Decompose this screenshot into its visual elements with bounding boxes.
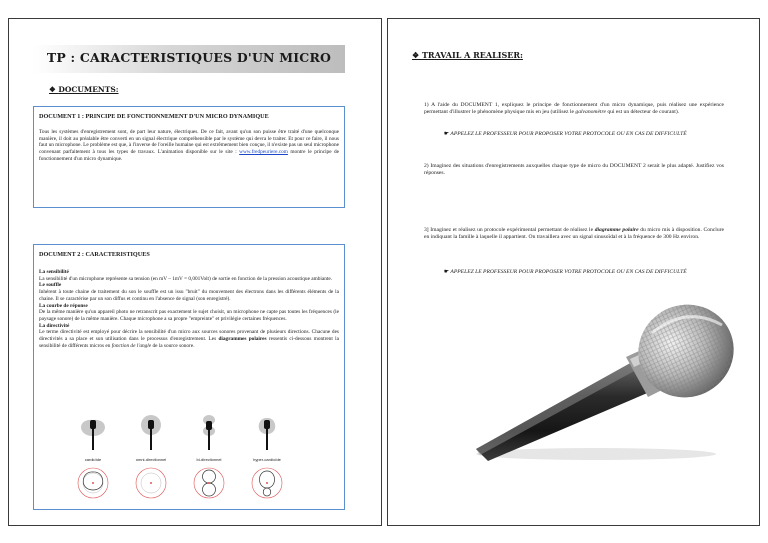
directivite-text — [39, 329, 339, 349]
hand-pointer-icon: ☛ — [444, 269, 451, 275]
souffle-title: Le souffle — [39, 282, 62, 289]
document-1-text-end: montre le principe de fonctionnement d'un micro dynamique. — [39, 149, 340, 162]
hand-pointer-icon: ☛ — [444, 131, 451, 137]
cardioid-polar-diagram — [73, 466, 113, 500]
omni-polar-diagram — [131, 466, 171, 500]
question-1-text-end: qui est un détecteur de courant). — [607, 108, 680, 115]
directivite-bold: diagrammes polaires — [218, 336, 267, 343]
documents-heading-text: DOCUMENTS: — [58, 85, 119, 94]
pattern-label-cardioid: cardioïde — [84, 457, 102, 462]
directivite-italic: fonction de l'angle — [111, 342, 152, 349]
travail-heading — [412, 50, 523, 60]
diamond-icon: ❖ — [412, 50, 422, 60]
document-2-body — [39, 269, 339, 349]
question-1-text: 1) A l'aide du DOCUMENT 1, expliquez le principe de fonctionnement d'un micro dynamique, puis réalisez une expérience permettant d'illustrer le phénomène physique mis en jeu (utilisez le — [424, 102, 724, 115]
question-1 — [424, 102, 724, 116]
question-1-italic: galvanomètre — [575, 108, 606, 115]
question-3-text: 3] Imaginez et réalisez un protocole expérimental permettant de réalisez le — [424, 227, 594, 233]
polar-patterns-figure — [71, 414, 291, 504]
pattern-label-bidirectional: bi-directionnel — [196, 457, 222, 462]
diamond-icon: ❖ — [49, 85, 59, 94]
question-3-text-end: du micro mis à disposition. Conclure en indiquant la famille à laquelle il appartient. On travaillera avec un signal sinusoïdal et à la fréquence de 300 Hz environ. — [424, 227, 724, 240]
hypercardioid-mic-icon — [247, 414, 287, 454]
omni-mic-icon — [131, 414, 171, 454]
pattern-label-hypercardioid: hyper-cardioïde — [253, 457, 281, 462]
microphone-photo — [466, 299, 736, 464]
souffle-text: Inhérent à toute chaine de traitement du son le souffle est un issu "bruit" du mouvement des électrons dans les différents éléments de la chaine. Il se caractérise par un son diffus et continu en l'absence de signal (son enregistré). — [39, 289, 339, 302]
page-left — [8, 18, 382, 526]
sensibilite-text: La sensibilité d'un microphone représente sa tension (en mV – 1mV = 0,001Volt) de sortie en fonction de la pression acoustique ambiante. — [39, 275, 332, 282]
courbe-title: La courbe de réponse — [39, 302, 88, 309]
documents-heading — [49, 85, 119, 94]
page-title: TP : CARACTERISTIQUES D'UN MICRO — [46, 50, 332, 65]
question-2: 2) Imaginez des situations d'enregistrements auxquelles chaque type de micro du DOCUMENT 2 serait le plus adapté. Justifiez vos réponses. — [424, 163, 724, 176]
directivite-text-2: ressentis ci-dessous montrent la sensibilité de différents micros en — [39, 336, 339, 349]
cardioid-mic-icon — [73, 414, 113, 454]
directivite-title: La directivité — [39, 322, 70, 329]
professor-note-2-text: APPELEZ LE PROFESSEUR POUR PROPOSER VOTRE PROTOCOLE OU EN CAS DE DIFFICULTÉ — [450, 269, 687, 275]
professor-note-1 — [444, 131, 716, 138]
document-2-title: DOCUMENT 2 : CARACTERISTIQUES — [39, 251, 150, 258]
travail-heading-text: TRAVAIL A REALISER: — [421, 50, 523, 60]
question-3-bold: diagramme polaire — [594, 227, 639, 233]
pattern-label-omni: omni-directionnel — [135, 457, 167, 462]
document-1-text: Tous les systèmes d'enregistrement sont, de part leur nature, électriques. De ce fait, avant qu'un son puisse être traité d'une quelconque manière, il doit au préalable être converti en un signal électrique compréhensible par le système qui devra le traiter. Et pour ce faire, il nous faut un microphone. Le problème est que, à l'inverse de l'oreille humaine qui est extrêmement bien conçue, il n'existe pas un seul microphone convenant parfaitement à tous les types de travaux. L'animation disponible sur le site : — [39, 129, 339, 156]
document-1-title: DOCUMENT 1 : PRINCIPE DE FONCTIONNEMENT D'UN MICRO DYNAMIQUE — [39, 113, 269, 120]
courbe-text: De la même manière qu'un appareil photo ne retranscrit pas exactement le sujet choisit, un microphone ne capte pas toutes les fréquences (le paysage sonore) de la même manière. Chaque microphone a sa propre "empreinte" et privilégie certaines fréquences. — [39, 309, 339, 322]
document-1-box — [33, 106, 345, 208]
directivite-text-1: Le terme directivité est employé pour décrire la sensibilité d'un micro aux sources sonores provenant de plusieurs directions. Chacune des directivités a sa place et son utilisation dans le processus d'enregistrement. Les — [39, 329, 339, 343]
professor-note-1-text: APPELEZ LE PROFESSEUR POUR PROPOSER VOTRE PROTOCOLE OU EN CAS DE DIFFICULTÉ — [450, 131, 687, 137]
bidirectional-mic-icon — [189, 414, 229, 454]
bidirectional-polar-diagram — [189, 466, 229, 500]
page-right — [387, 18, 760, 526]
directivite-text-3: de la source sonore. — [152, 342, 195, 349]
document-1-body — [39, 129, 339, 163]
question-3 — [424, 227, 724, 241]
fredpeuriere-link[interactable]: www.fredpeuriere.com — [239, 149, 288, 156]
title-banner — [33, 45, 345, 73]
hypercardioid-polar-diagram — [247, 466, 287, 500]
sensibilite-title: La sensibilité — [39, 269, 69, 275]
professor-note-2 — [444, 269, 716, 276]
